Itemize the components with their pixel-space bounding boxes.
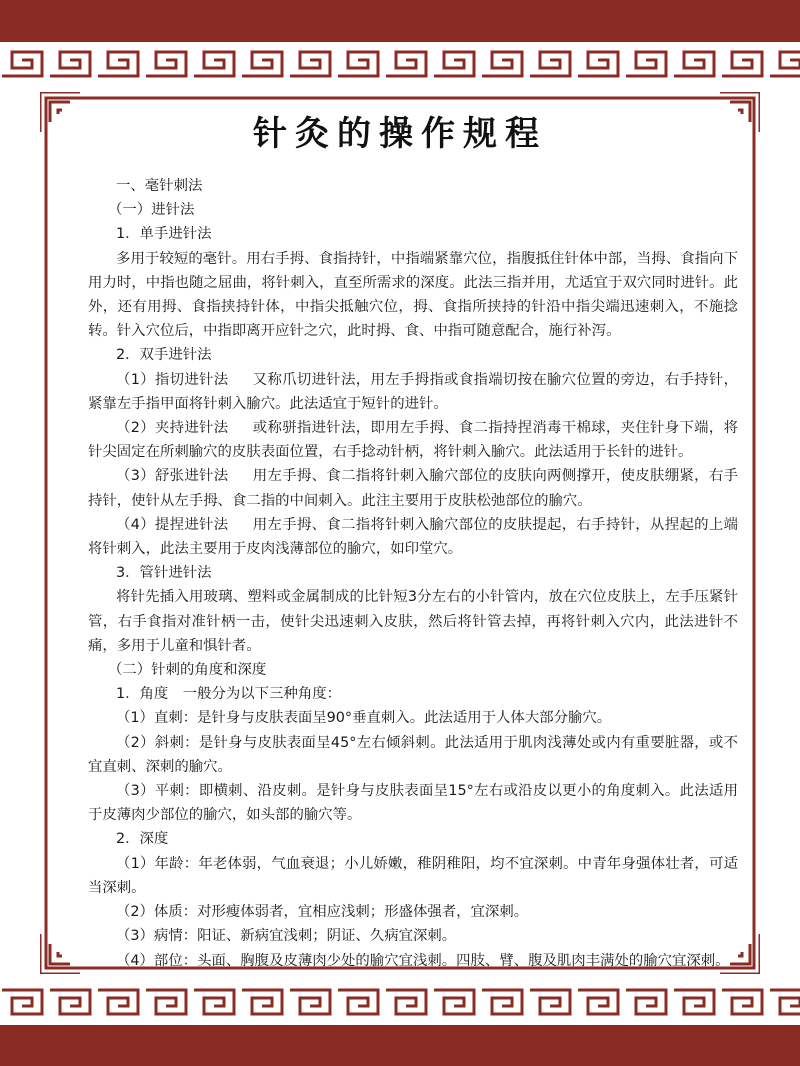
paragraph: 将针先插入用玻璃、塑料或金属制成的比针短3分左右的小针管内，放在穴位皮肤上，左手压紧针管，右手食指对准针柄一击，使针尖迅速刺入皮肤，然后将针管去掉，再将针刺入穴内，此法进针不痛，多用于儿童和惧针者。 [88, 589, 738, 654]
subitem-label: （3）舒张进针法 [116, 468, 229, 485]
subitem-text: 即横刺、沿皮刺。是针身与皮肤表面呈15°左右或沿皮以更小的角度刺入。此法适用于皮薄肉少部位的腧穴，如头部的腧穴等。 [88, 783, 739, 824]
subitem-text: 是针身与皮肤表面呈45°左右倾斜刺。此法适用于肌肉浅薄处或内有重要脏器，或不宜直刺、深刺的腧穴。 [88, 734, 739, 775]
subitem [88, 416, 738, 464]
subitem-label: （4）部位： [116, 952, 198, 969]
item-heading: 1．角度 一般分为以下三种角度： [116, 686, 342, 703]
page-title: 针灸的操作规程 [253, 114, 547, 154]
subitem-text: 或称骈指进针法，即用左手拇、食二指持捏消毒干棉球，夹住针身下端，将针尖固定在所刺腧穴的皮肤表面位置，右手捻动针柄，将针刺入腧穴。此法适用于长针的进针。 [88, 420, 738, 461]
part-heading: （二）针刺的角度和深度 [108, 662, 267, 679]
bottom-fret-pattern [0, 986, 800, 1020]
subitem [88, 513, 738, 561]
item-heading: 1．单手进针法 [116, 226, 212, 243]
subitem-text: 年老体弱，气血衰退；小儿娇嫩，稚阴稚阳，均不宜深刺。中青年身强体壮者，可适当深刺。 [88, 855, 738, 896]
subitem-label: （3）病情： [116, 928, 198, 945]
subitem-text: 是针身与皮肤表面呈90°垂直刺入。此法适用于人体大部分腧穴。 [197, 710, 612, 727]
subitem-text: 阳证、新病宜浅刺；阴证、久病宜深刺。 [197, 928, 457, 945]
subitem [88, 924, 738, 948]
subitem-label: （2）夹持进针法 [116, 420, 229, 437]
top-border-band [0, 0, 800, 42]
subitem-label: （1）直刺： [116, 710, 198, 727]
item-heading: 2．深度 [116, 831, 169, 848]
procedure-content [88, 174, 738, 973]
item-heading: 3．管针进针法 [116, 565, 212, 582]
section-heading: 一、毫针刺法 [116, 178, 203, 194]
subitem-label: （2）斜刺： [116, 734, 199, 751]
subitem-text: 又称爪切进针法，用左手拇指或食指端切按在腧穴位置的旁边，右手持针，紧靠左手指甲面将针刺入腧穴。此法适宜于短针的进针。 [88, 371, 738, 412]
subitem-label: （2）体质： [116, 904, 198, 921]
subitem-label: （4）提捏进针法 [116, 516, 229, 533]
subitem [88, 949, 738, 973]
subitem-label: （1）指切进针法 [116, 371, 229, 388]
subitem-label: （3）平刺： [116, 783, 199, 800]
subitem [88, 464, 738, 512]
subitem-text: 用左手拇、食二指将针刺入腧穴部位的皮肤向两侧撑开，使皮肤绷紧，右手持针，使针从左手拇、食二指的中间刺入。此注主要用于皮肤松弛部位的腧穴。 [88, 468, 738, 509]
bottom-border-band [0, 1025, 800, 1066]
part-heading: （一）进针法 [108, 202, 195, 219]
subitem [88, 706, 738, 730]
subitem [88, 368, 738, 416]
item-heading: 2．双手进针法 [116, 347, 212, 364]
subitem [88, 779, 738, 827]
subitem-text: 对形瘦体弱者，宜相应浅刺；形盛体强者，宜深刺。 [197, 904, 529, 921]
subitem [88, 852, 738, 900]
subitem [88, 900, 738, 924]
subitem [88, 731, 738, 779]
subitem-label: （1）年龄： [116, 855, 199, 872]
top-fret-pattern [0, 46, 800, 80]
paragraph: 多用于较短的毫针。用右手拇、食指持针，中指端紧靠穴位，指腹抵住针体中部，当拇、食指向下用力时，中指也随之屈曲，将针刺入，直至所需求的深度。此法三指并用，尤适宜于双穴同时进针。此外，还有用拇、食指挟持针体，中指尖抵触穴位，拇、食指所挟持的针沿中指尖端迅速刺入，不施捻转。针入穴位后，中指即离开应针之穴，此时拇、食、中指可随意配合，施行补泻。 [88, 250, 738, 340]
subitem-text: 用左手拇、食二指将针刺入腧穴部位的皮肤提起，右手持针，从捏起的上端将针刺入，此法主要用于皮肉浅薄部位的腧穴，如印堂穴。 [88, 516, 738, 558]
subitem-text: 头面、胸腹及皮薄肉少处的腧穴宜浅刺。四肢、臂、腹及肌肉丰满处的腧穴宜深刺。 [197, 952, 730, 969]
